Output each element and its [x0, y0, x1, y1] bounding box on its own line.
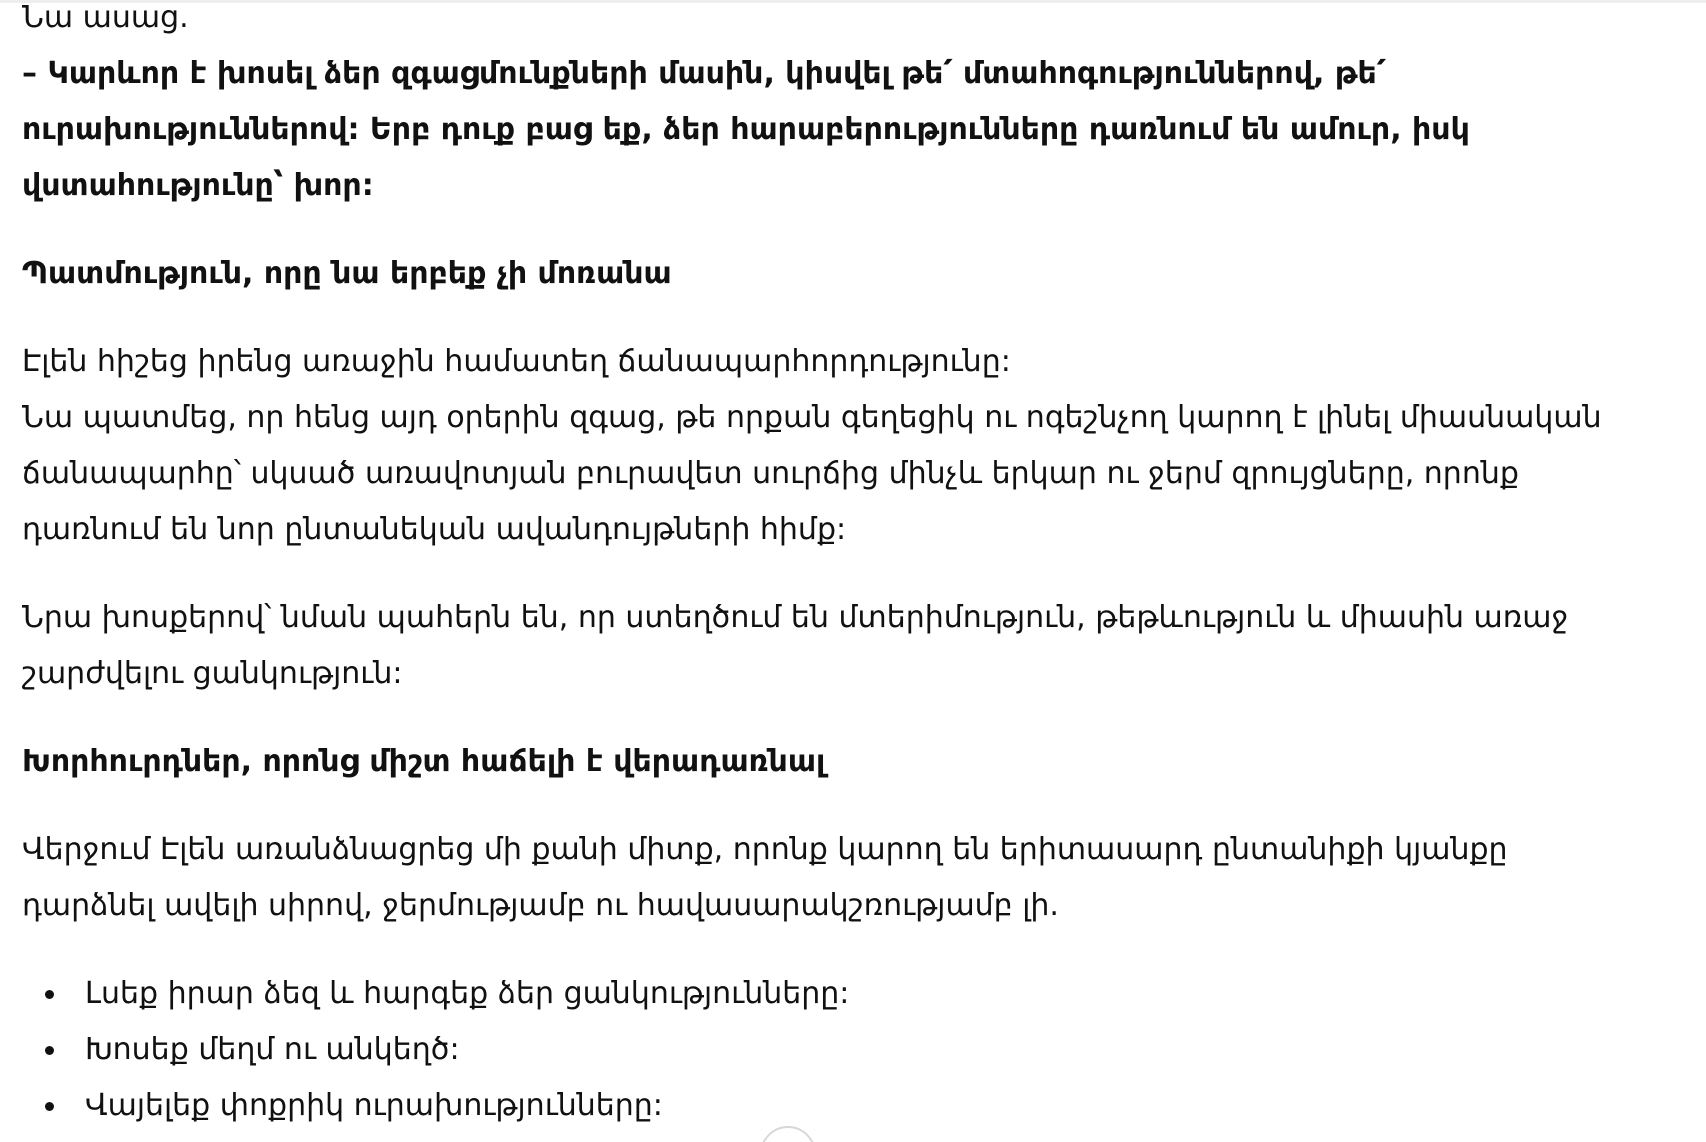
bullet-icon: [45, 990, 54, 999]
story-line-2: Նա պատմեց, որ հենց այդ օրերին զգաց, թե որքան գեղեցիկ ու ոգեշնչող կարող է լինել միասնական: [22, 400, 1602, 435]
advice-paragraph: [22, 822, 1682, 934]
section-heading-story: Պատմություն, որը նա երբեք չի մոռանա: [22, 256, 672, 291]
article-body: [22, 0, 1682, 1134]
words-line-2: շարժվելու ցանկություն:: [22, 656, 403, 691]
list-item-text: Վայելեք փոքրիկ ուրախությունները:: [85, 1088, 663, 1123]
list-item: [22, 966, 1682, 1022]
quote-line-2: ուրախություններով: Երբ դուք բաց եք, ձեր հարաբերությունները դառնում են ամուր, իսկ: [22, 112, 1470, 147]
words-line-1: Նրա խոսքերով՝ նման պահերն են, որ ստեղծում են մտերիմություն, թեթևություն և միասին առաջ: [22, 600, 1569, 635]
quote-paragraph: [22, 46, 1682, 214]
advice-line-1: Վերջում Էլեն առանձնացրեց մի քանի միտք, որոնք կարող են երիտասարդ ընտանիքի կյանքը: [22, 832, 1508, 867]
story-line-1: Էլեն հիշեց իրենց առաջին համատեղ ճանապարհորդությունը:: [22, 344, 1011, 379]
list-item-text: Լսեք իրար ձեզ և հարգեք ձեր ցանկությունները:: [85, 976, 850, 1011]
quote-line-1: – Կարևոր է խոսել ձեր զգացմունքների մասին, կիսվել թե՛ մտահոգություններով, թե՛: [22, 56, 1386, 91]
story-paragraph: [22, 334, 1682, 558]
section-heading-advice: Խորհուրդներ, որոնց միշտ հաճելի է վերադառնալ: [22, 744, 826, 779]
list-item: [22, 1022, 1682, 1078]
list-item-text: Խոսեք մեղմ ու անկեղծ:: [85, 1032, 460, 1067]
list-item: [22, 1078, 1682, 1134]
bullet-icon: [45, 1102, 54, 1111]
bullet-icon: [45, 1046, 54, 1055]
words-paragraph: [22, 590, 1682, 702]
advice-line-2: դարձնել ավելի սիրով, ջերմությամբ ու հավասարակշռությամբ լի.: [22, 888, 1059, 923]
quote-line-3: վստահությունը՝ խոր:: [22, 168, 374, 203]
tips-list: [22, 966, 1682, 1134]
story-line-4: դառնում են նոր ընտանեկան ավանդույթների հիմք:: [22, 512, 847, 547]
intro-line: Նա ասաց.: [22, 0, 189, 35]
story-line-3: ճանապարհը՝ սկսած առավոտյան բուրավետ սուրճից մինչև երկար ու ջերմ զրույցները, որոնք: [22, 456, 1519, 491]
